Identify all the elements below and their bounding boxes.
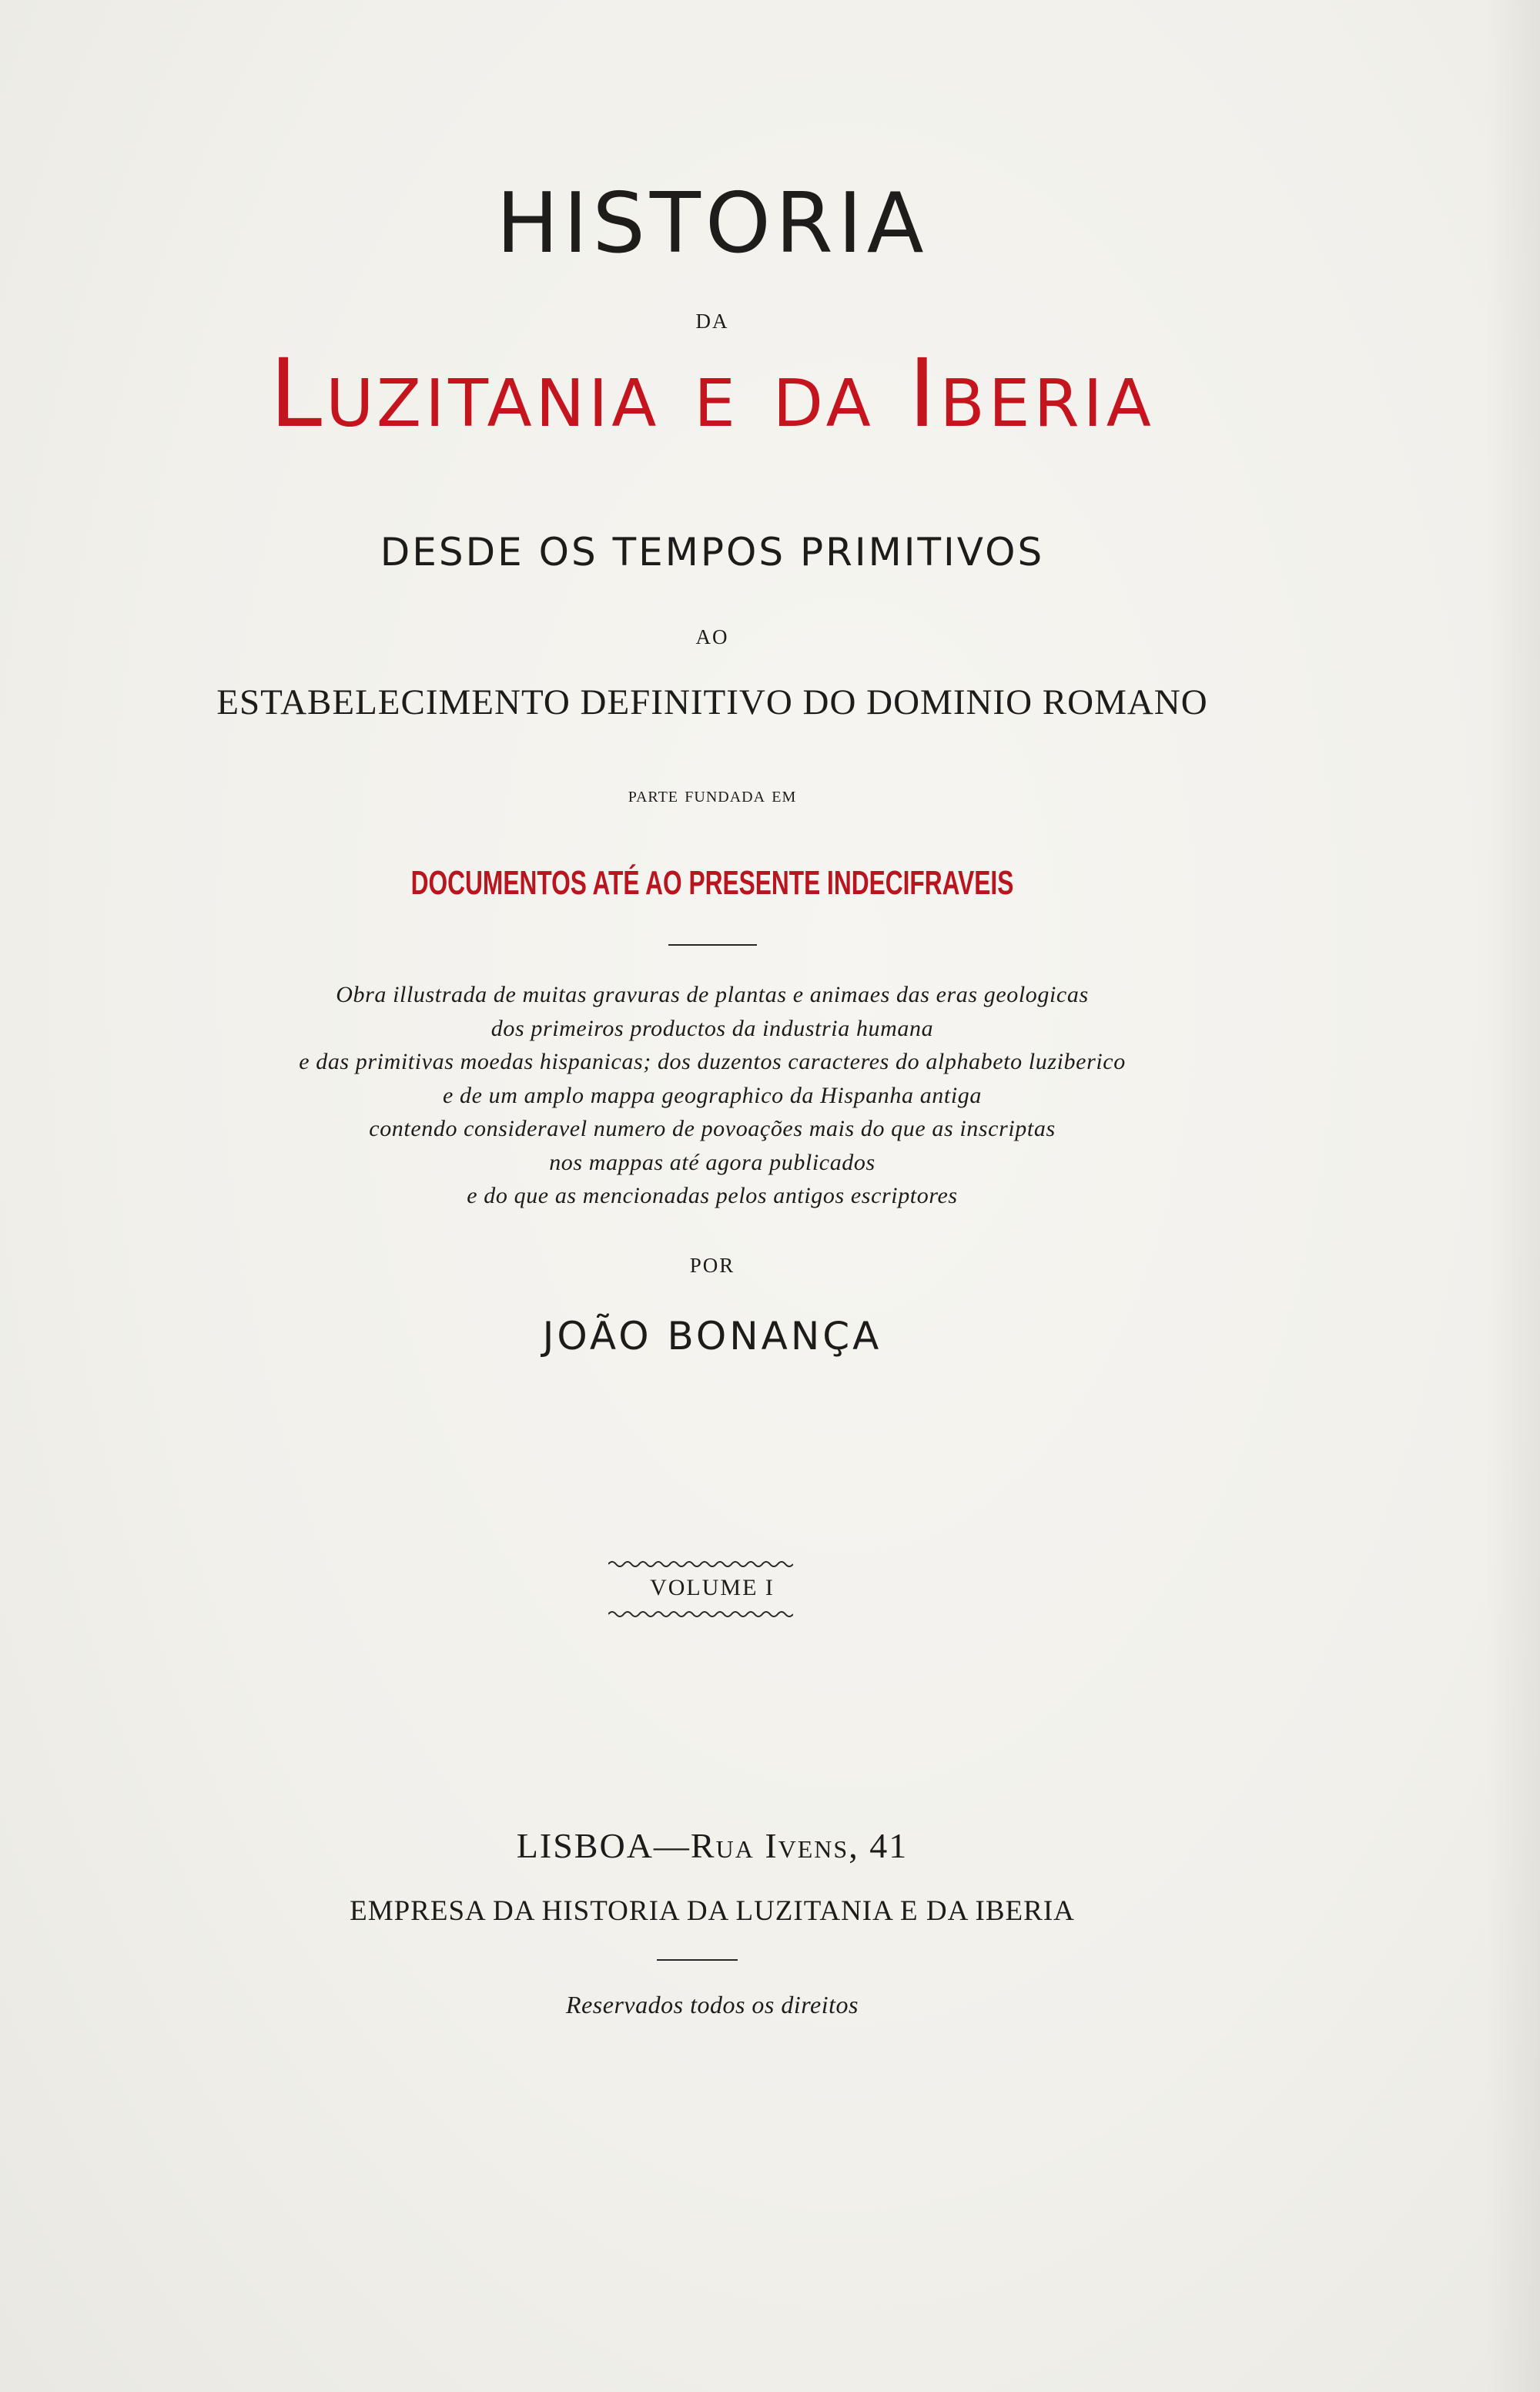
title-connector: DA xyxy=(695,310,729,333)
book-title: HISTORIA xyxy=(496,176,929,272)
subtitle-line-2: ESTABELECIMENTO DEFINITIVO DO DOMINIO ROMANO xyxy=(216,682,1208,722)
description-line: e de um amplo mappa geographico da Hispanha antiga xyxy=(443,1082,982,1108)
part-founded-label: parte fundada em xyxy=(628,782,797,807)
description-line: nos mappas até agora publicados xyxy=(549,1149,875,1175)
book-title-red: Luzitania e da Iberia xyxy=(270,339,1155,448)
documents-heading-red: DOCUMENTOS ATÉ AO PRESENTE INDECIFRAVEIS xyxy=(410,864,1014,902)
wavy-ornament-top xyxy=(608,1559,793,1570)
wavy-ornament-bottom xyxy=(608,1609,793,1620)
author-name: JOÃO BONANÇA xyxy=(542,1314,882,1358)
description-block xyxy=(0,978,1424,1213)
description-line: contendo consideravel numero de povoações mais do que as inscriptas xyxy=(369,1116,1056,1141)
imprint-place: LISBOA—Rua Ivens, 41 xyxy=(516,1826,909,1865)
description-line: dos primeiros productos da industria humana xyxy=(490,1015,934,1041)
divider-rule xyxy=(657,1959,738,1961)
description-line: e das primitivas moedas hispanicas; dos duzentos caracteres do alphabeto luziberico xyxy=(299,1049,1126,1074)
volume-label: VOLUME I xyxy=(650,1575,775,1600)
description-line: Obra illustrada de muitas gravuras de plantas e animaes das eras geologicas xyxy=(336,982,1089,1007)
divider-rule xyxy=(668,944,757,946)
page-edge-shadow xyxy=(1486,0,1540,2392)
publisher-name: EMPRESA DA HISTORIA DA LUZITANIA E DA IBERIA xyxy=(350,1895,1075,1927)
subtitle-line-1: DESDE OS TEMPOS PRIMITIVOS xyxy=(380,530,1045,575)
subtitle-connector: AO xyxy=(695,625,729,648)
description-line: e do que as mencionadas pelos antigos escriptores xyxy=(467,1183,958,1208)
rights-notice: Reservados todos os direitos xyxy=(566,1991,859,2018)
by-label: POR xyxy=(689,1254,735,1277)
